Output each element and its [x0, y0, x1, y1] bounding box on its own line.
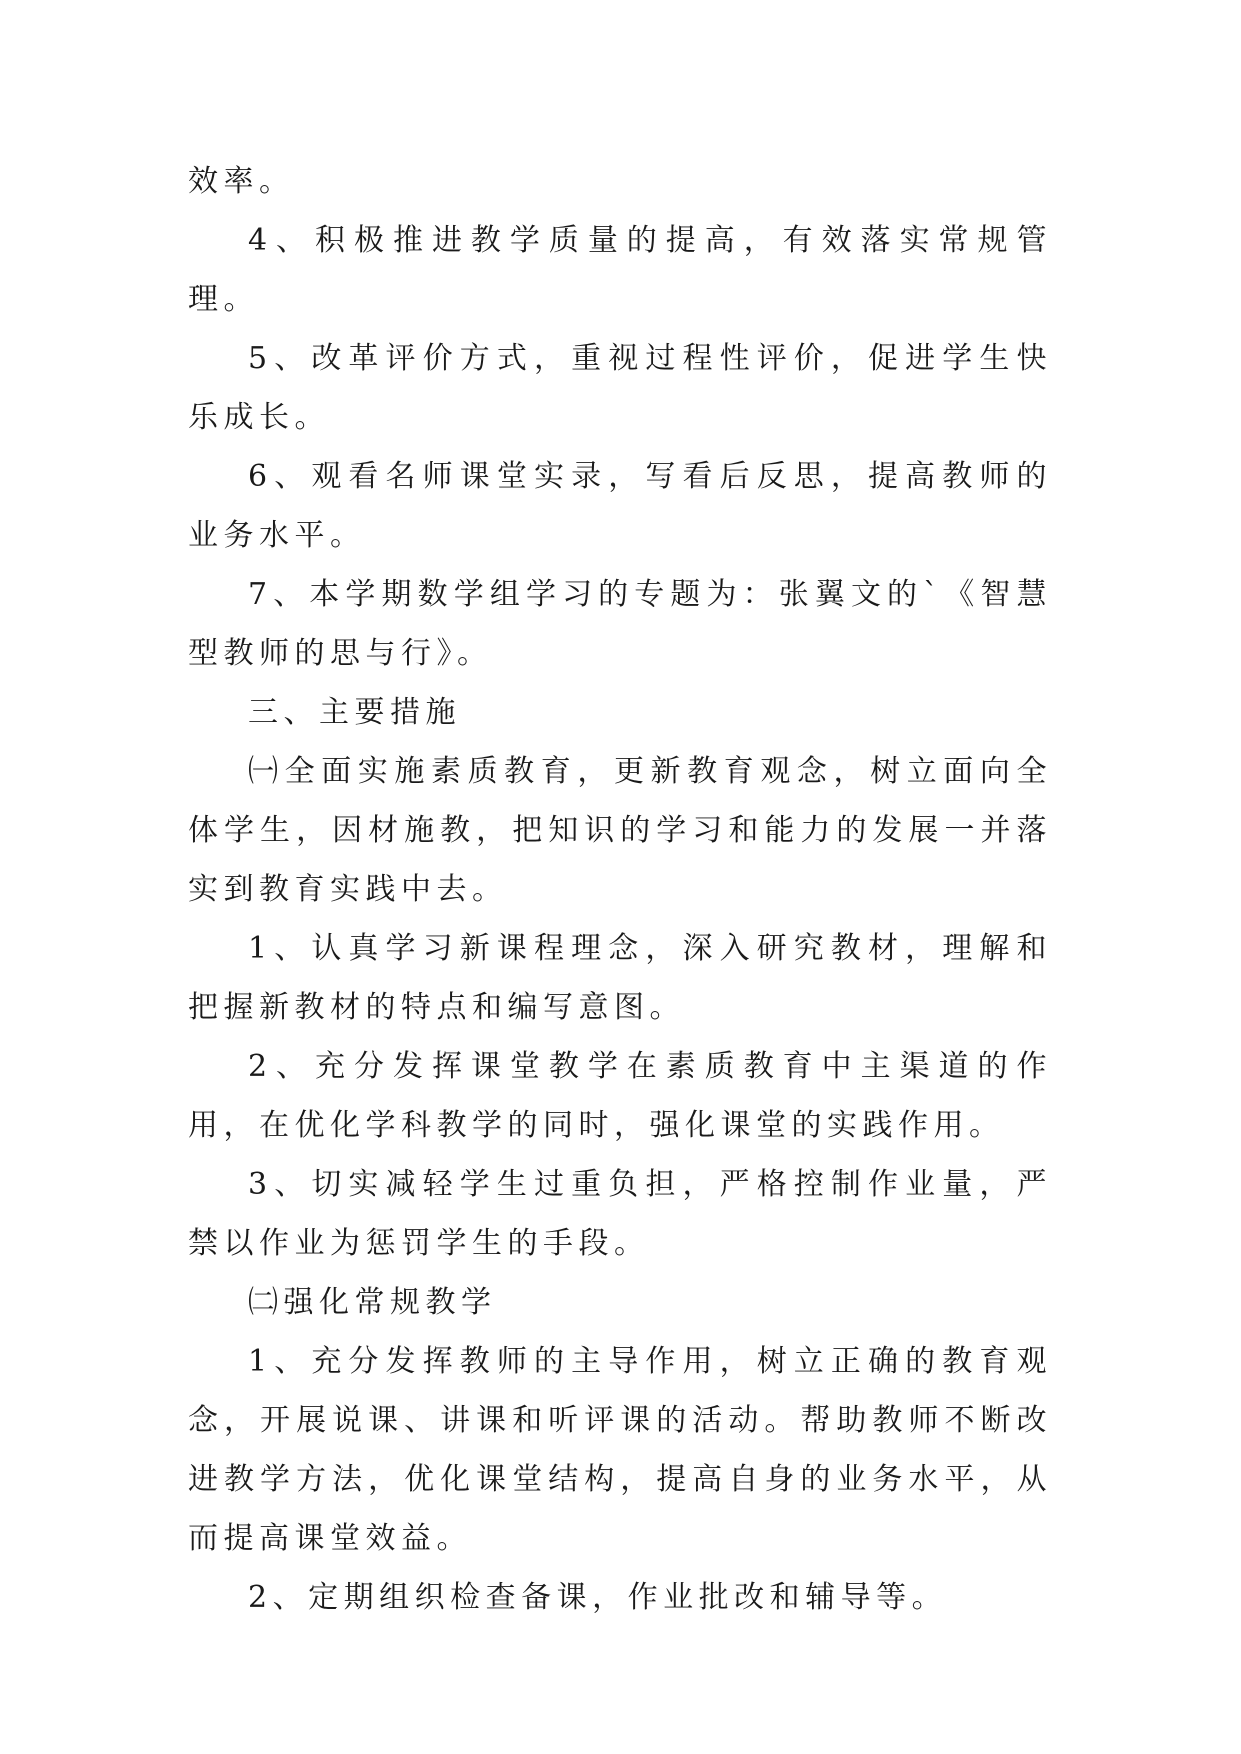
paragraph-continuation: 效率。: [188, 164, 295, 199]
paragraph-item-5: 5、改革评价方式，重视过程性评价，促进学生快乐成长。: [188, 341, 1052, 435]
subsection-2-heading: ㈡强化常规教学: [248, 1285, 497, 1320]
paragraph-item-7: 7、本学期数学组学习的专题为：张翼文的`《智慧型教师的思与行》。: [188, 577, 1052, 671]
document-body: [188, 152, 1052, 1627]
subsection-1-item-3: 3、切实减轻学生过重负担，严格控制作业量，严禁以作业为惩罚学生的手段。: [188, 1167, 1052, 1261]
paragraph-item-6: 6、观看名师课堂实录，写看后反思，提高教师的业务水平。: [188, 459, 1052, 553]
subsection-1-paragraph: ㈠全面实施素质教育，更新教育观念，树立面向全体学生，因材施教，把知识的学习和能力的发展一并落实到教育实践中去。: [188, 754, 1052, 907]
paragraph-item-4: 4、积极推进教学质量的提高，有效落实常规管理。: [188, 223, 1052, 317]
subsection-2-item-1: 1、充分发挥教师的主导作用，树立正确的教育观念，开展说课、讲课和听评课的活动。帮助教师不断改进教学方法，优化课堂结构，提高自身的业务水平，从而提高课堂效益。: [188, 1344, 1052, 1556]
section-heading-main-measures: 三、主要措施: [248, 695, 461, 730]
subsection-1-item-2: 2、充分发挥课堂教学在素质教育中主渠道的作用，在优化学科教学的同时，强化课堂的实践作用。: [188, 1049, 1052, 1143]
subsection-2-item-2: 2、定期组织检查备课，作业批改和辅导等。: [248, 1580, 948, 1615]
subsection-1-item-1: 1、认真学习新课程理念，深入研究教材，理解和把握新教材的特点和编写意图。: [188, 931, 1052, 1025]
